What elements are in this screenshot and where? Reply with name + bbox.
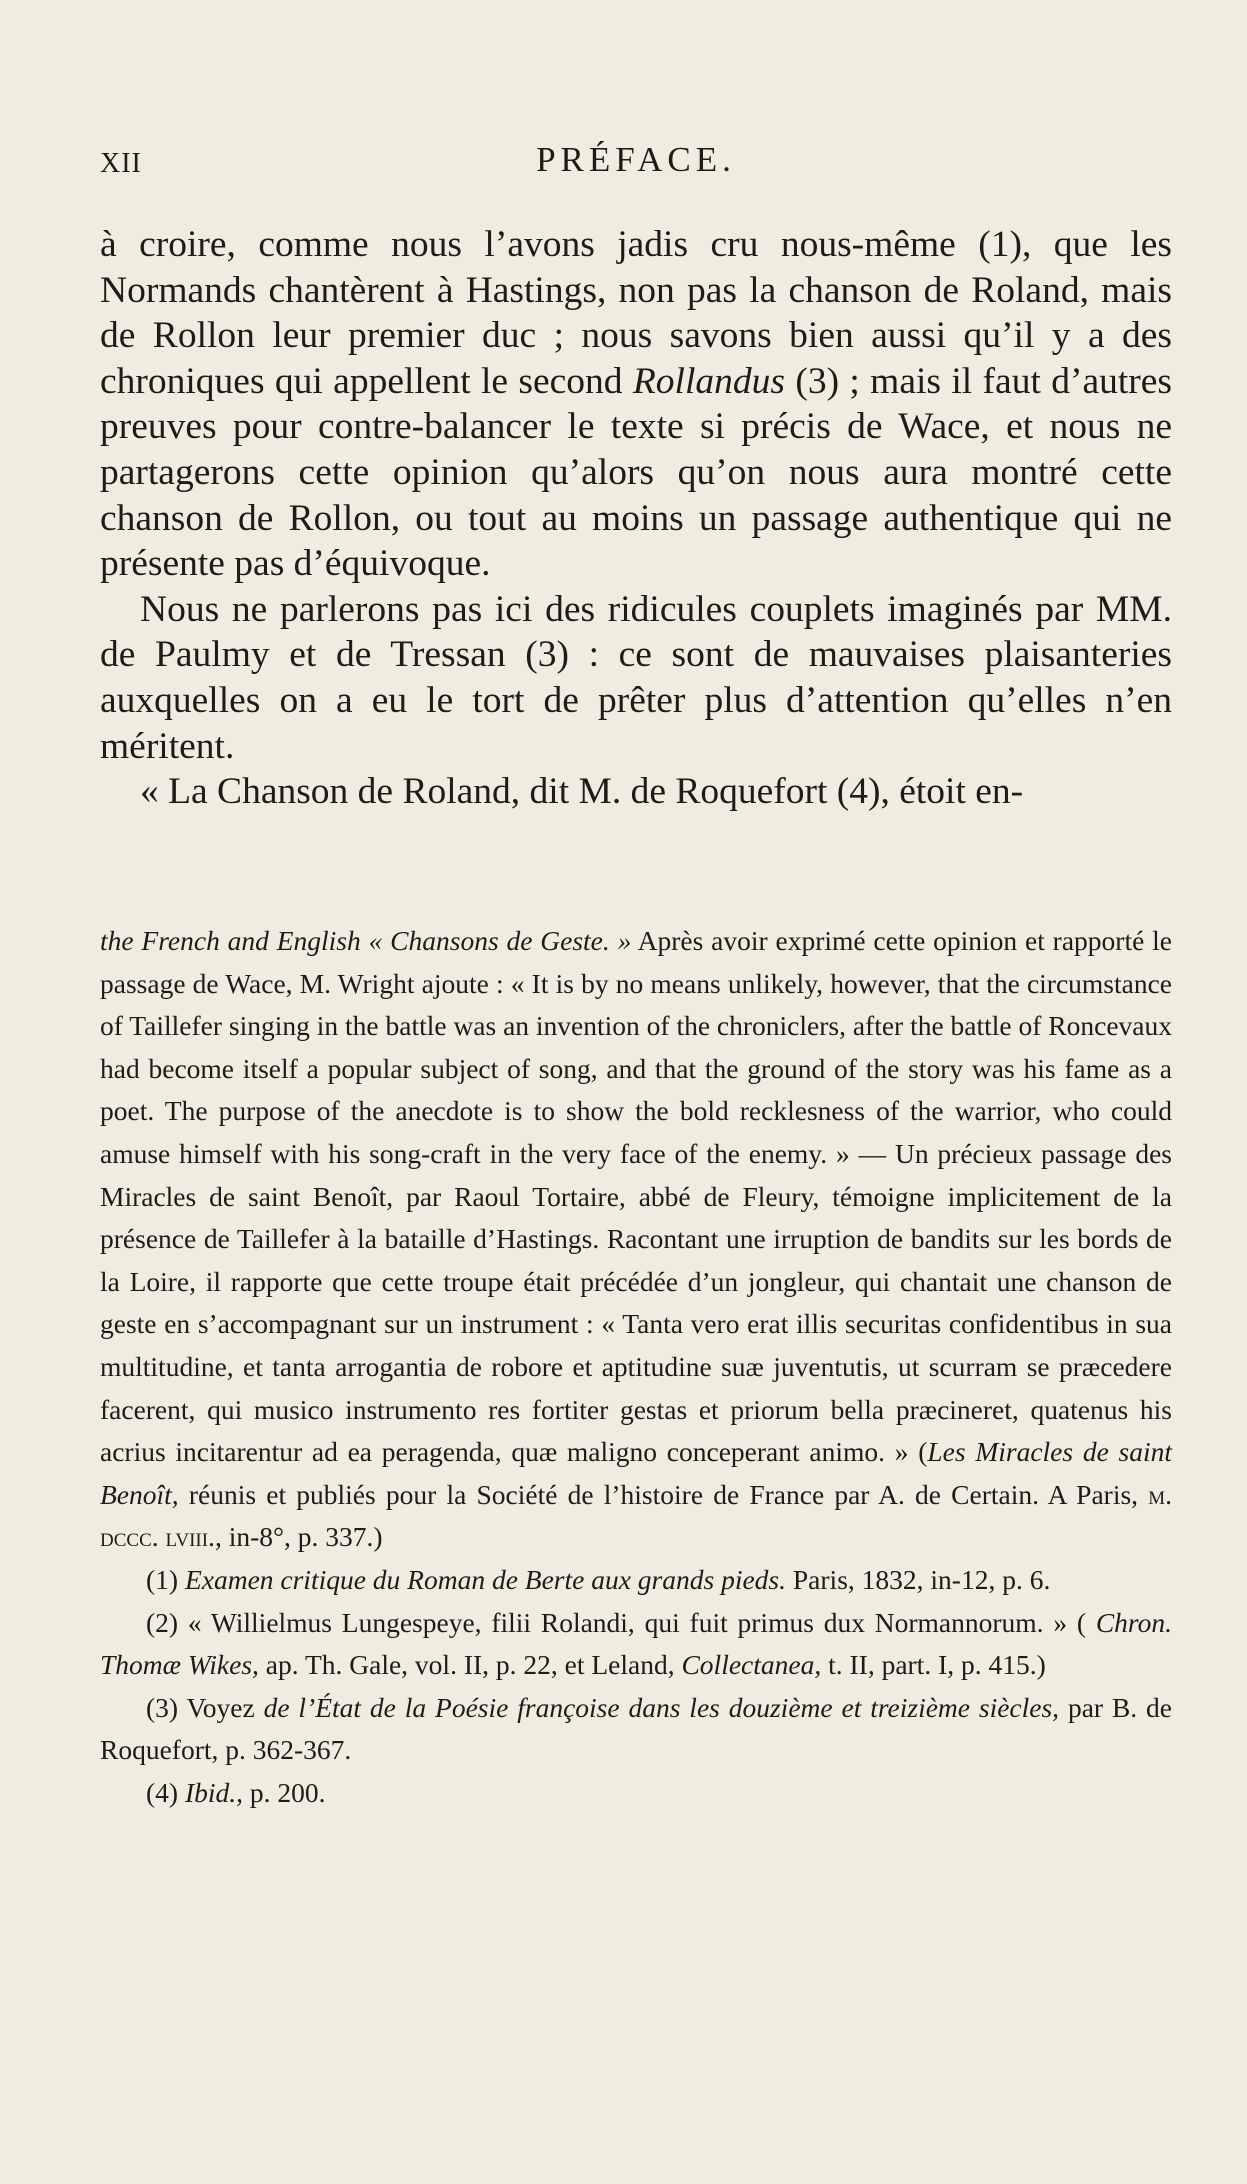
page-header bbox=[100, 140, 1172, 190]
paragraph-2: Nous ne parlerons pas ici des ridicules couplets imaginés par MM. de Paulmy et de Tressan (3) : ce sont de mauvaises plaisanteries auxquelles on a eu le tort de prêter plus d’attention qu’elles n’en méritent. bbox=[100, 588, 1172, 767]
footnotes bbox=[100, 920, 1172, 1814]
running-title: PRÉFACE. bbox=[536, 140, 736, 179]
footnote-4: (4) Ibid., p. 200. bbox=[146, 1776, 326, 1808]
footnote-2: (2) « Willielmus Lungespeye, filii Rolandi, qui fuit primus dux Normannorum. » ( Chron. Thomæ Wikes, ap. Th. Gale, vol. II, p. 22, et Leland, Collectanea, t. II, part. I, p. 415.) bbox=[100, 1606, 1172, 1681]
footnote-continuation: the French and English « Chansons de Geste. » Après avoir exprimé cette opinion et rapporté le passage de Wace, M. Wright ajoute : « It is by no means unlikely, however, that the circumstance of Taillefer singing in the battle was an invention of the chroniclers, after the battle of Roncevaux had become itself a popular subject of song, and that the ground of the story was his fame as a poet. The purpose of the anecdote is to show the bold recklesness of the warrior, who could amuse himself with his song-craft in the very face of the enemy. » — Un précieux passage des Miracles de saint Benoît, par Raoul Tortaire, abbé de Fleury, témoigne implicitement de la présence de Taillefer à la bataille d’Hastings. Racontant une irruption de bandits sur les bords de la Loire, il rapporte que cette troupe était précédée d’un jongleur, qui chantait une chanson de geste en s’accompagnant sur un instrument : « Tanta vero erat illis securitas confidentibus in sua multitudine, et tanta arrogantia de robore et aptitudine suæ juventutis, ut scurram se præcedere facerent, qui musico instrumento res fortiter gestas et priorum bella præcineret, quatenus his acrius incitarentur ad ea peragenda, quæ maligno conceperant animo. » (Les Miracles de saint Benoît, réunis et publiés pour la Société de l’histoire de France par A. de Certain. A Paris, m. dccc. lviii., in-8°, p. 337.) bbox=[100, 925, 1173, 1553]
paragraph-3: « La Chanson de Roland, dit M. de Roquefort (4), étoit en- bbox=[140, 771, 1024, 813]
footnote-1: (1) Examen critique du Roman de Berte aux grands pieds. Paris, 1832, in-12, p. 6. bbox=[146, 1563, 1051, 1595]
italic-term: Rollandus bbox=[632, 360, 785, 402]
main-text bbox=[100, 222, 1172, 815]
paragraph-1: à croire, comme nous l’avons jadis cru nous-même (1), que les Normands chantèrent à Hastings, non pas la chanson de Roland, mais de Rollon leur premier duc ; nous savons bien aussi qu’il y a des chroniques qui appellent le second Rollandus (3) ; mais il faut d’autres preuves pour contre-balancer le texte si précis de Wace, et nous ne partagerons cette opinion qu’alors qu’on nous aura montré cette chanson de Rollon, ou tout au moins un passage authentique qui ne présente pas d’équivoque. bbox=[100, 224, 1172, 585]
page-number: XII bbox=[100, 148, 142, 179]
footnote-3: (3) Voyez de l’État de la Poésie françoise dans les douzième et treizième siècles, par B. de Roquefort, p. 362-367. bbox=[100, 1691, 1173, 1766]
